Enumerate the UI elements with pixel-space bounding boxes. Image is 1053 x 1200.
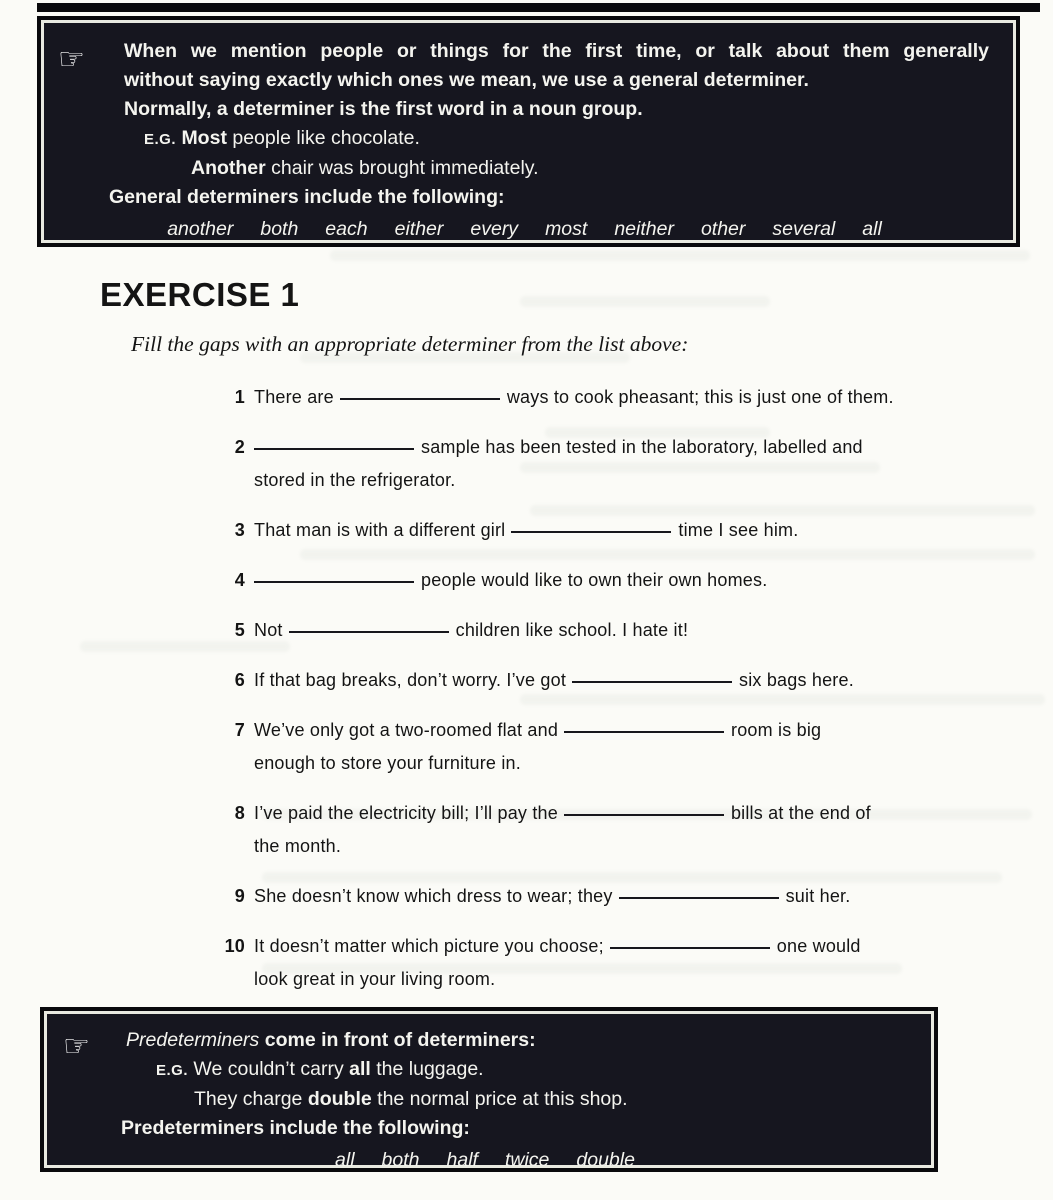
exercise-items [224, 381, 1014, 1013]
pointing-hand-icon: ☞ [63, 1029, 90, 1064]
predeterminers-heading: Predeterminers include the following: [121, 1117, 470, 1139]
determiner-word: most [545, 218, 588, 240]
exercise-item [224, 930, 1014, 996]
determiner-word: both [260, 218, 299, 240]
fill-in-blank [619, 895, 779, 899]
general-determiners-heading: General determiners include the following: [109, 186, 505, 208]
determiner-word: other [700, 218, 746, 240]
item-text [254, 714, 1014, 780]
predeterminer-word: all [335, 1149, 355, 1171]
fill-in-blank [610, 945, 770, 949]
exercise-item [224, 797, 1014, 863]
item-text-after-blank: time I see him. [678, 520, 799, 540]
item-number: 5 [234, 620, 245, 640]
determiner-word: every [470, 218, 519, 240]
predeterminers-example-1 [156, 1055, 907, 1085]
example-1-rest: people like chocolate. [226, 127, 420, 149]
item-number: 4 [234, 570, 245, 590]
predeterminers-example-2 [194, 1085, 907, 1114]
item-text-after-blank: sample has been tested in the laboratory, labelled and [421, 437, 863, 457]
determiner-word: each [325, 218, 368, 240]
item-text-line2: stored in the refrigerator. [254, 470, 456, 490]
predeterminer-word: both [381, 1149, 420, 1171]
fill-in-blank [511, 529, 671, 533]
top-rule [37, 3, 1040, 12]
example-1 [144, 124, 989, 154]
general-determiners-info-box [37, 16, 1020, 247]
exercise-item [224, 714, 1014, 780]
predeterminers-line1-bold: come in front of determiners: [259, 1029, 536, 1051]
fill-in-blank [254, 579, 414, 583]
item-number: 3 [234, 520, 245, 540]
item-text-after-blank: one would [776, 936, 861, 956]
info-paragraph-line2: without saying exactly which ones we mean, we use a general determiner. [124, 69, 809, 91]
determiner-word: all [862, 218, 882, 240]
predeterminers-info-box [40, 1007, 938, 1172]
predeterminer-word: double [576, 1149, 635, 1171]
item-text [254, 930, 1014, 996]
item-text [254, 797, 1014, 863]
item-text-line2: look great in your living room. [254, 969, 496, 989]
item-text-before-blank: I’ve paid the electricity bill; I’ll pay the [254, 803, 558, 823]
item-text-before-blank: That man is with a different girl [254, 520, 506, 540]
exercise-item [224, 381, 1014, 414]
predeterminer-word: half [446, 1149, 478, 1171]
item-text-after-blank: room is big [731, 720, 822, 740]
item-text [254, 880, 1014, 913]
item-text [254, 514, 1014, 547]
determiner-word: either [394, 218, 444, 240]
info-paragraph-line3: Normally, a determiner is the first word in a noun group. [124, 98, 643, 120]
example-2-bold: double [307, 1088, 372, 1110]
example-1-pre: We couldn’t carry [188, 1058, 350, 1080]
predeterminers-line1 [126, 1026, 907, 1055]
item-text-after-blank: bills at the end of [730, 803, 871, 823]
info-paragraph-line1: When we mention people or things for the first time, or talk about them generally [124, 40, 989, 62]
exercise-instruction: Fill the gaps with an appropriate determiner from the list above: [131, 332, 689, 356]
item-text-after-blank: ways to cook pheasant; this is just one of them. [506, 387, 894, 407]
item-number: 6 [234, 670, 245, 690]
predeterminer-word: twice [504, 1149, 550, 1171]
item-number: 9 [234, 886, 245, 906]
item-text-before-blank: There are [254, 387, 334, 407]
item-text-after-blank: children like school. I hate it! [455, 620, 689, 640]
example-1-bold: Most [181, 127, 227, 149]
eg-label: E.G. [144, 131, 177, 148]
fill-in-blank [564, 729, 724, 733]
example-2-post: the normal price at this shop. [371, 1088, 628, 1110]
example-1-post: the luggage. [370, 1058, 484, 1080]
exercise-item [224, 514, 1014, 547]
determiner-word: another [167, 218, 234, 240]
item-text [254, 614, 1014, 647]
fill-in-blank [254, 446, 414, 450]
example-2-rest: chair was brought immediately. [265, 157, 539, 179]
exercise-title: EXERCISE 1 [100, 276, 300, 313]
item-text-after-blank: people would like to own their own homes. [421, 570, 768, 590]
exercise-item [224, 664, 1014, 697]
exercise-item [224, 431, 1014, 497]
exercise-item [224, 614, 1014, 647]
item-text-line2: enough to store your furniture in. [254, 753, 521, 773]
example-2 [191, 154, 989, 183]
predeterminers-line1-italic: Predeterminers [126, 1029, 260, 1051]
item-text-after-blank: six bags here. [739, 670, 854, 690]
item-text [254, 381, 1014, 414]
item-number: 8 [234, 803, 245, 823]
item-text [254, 564, 1014, 597]
fill-in-blank [289, 629, 449, 633]
eg-label: E.G. [156, 1062, 189, 1079]
exercise-item [224, 564, 1014, 597]
determiner-word: several [772, 218, 836, 240]
item-text-before-blank: If that bag breaks, don’t worry. I’ve got [254, 670, 567, 690]
predeterminer-list [63, 1146, 907, 1175]
item-text [254, 431, 1014, 497]
example-1-bold: all [349, 1058, 371, 1080]
item-text-after-blank: suit her. [785, 886, 851, 906]
pointing-hand-icon: ☞ [58, 42, 85, 77]
item-text-before-blank: She doesn’t know which dress to wear; they [254, 886, 613, 906]
fill-in-blank [564, 812, 724, 816]
item-number: 1 [234, 387, 245, 407]
example-2-pre: They charge [194, 1088, 308, 1110]
item-text-line2: the month. [254, 836, 342, 856]
item-number: 7 [234, 720, 245, 740]
item-text-before-blank: Not [254, 620, 283, 640]
item-number: 2 [234, 437, 245, 457]
item-text-before-blank: We’ve only got a two-roomed flat and [254, 720, 559, 740]
fill-in-blank [572, 679, 732, 683]
example-2-bold: Another [191, 157, 266, 179]
fill-in-blank [340, 396, 500, 400]
exercise-item [224, 880, 1014, 913]
determiner-word: neither [614, 218, 674, 240]
item-number: 10 [224, 936, 245, 956]
item-text-before-blank: It doesn’t matter which picture you choose; [254, 936, 604, 956]
item-text [254, 664, 1014, 697]
determiner-list [60, 215, 989, 244]
